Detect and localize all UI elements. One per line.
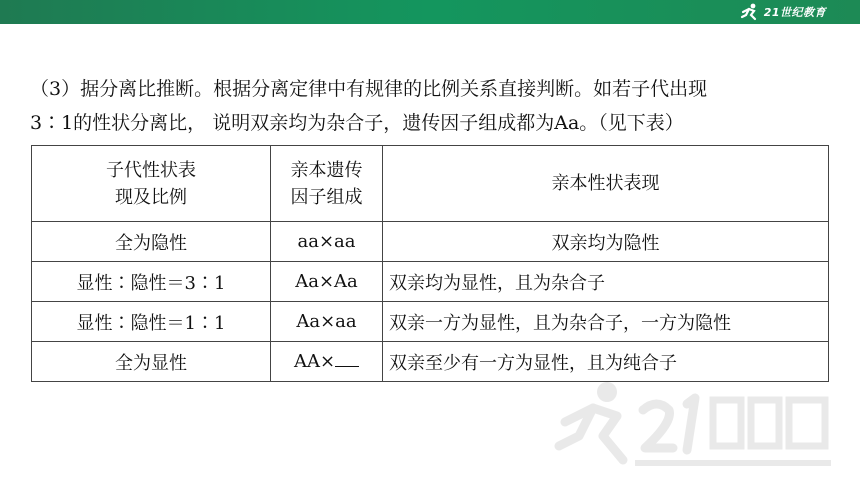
- brand-logo-text: 21世纪教育: [763, 6, 826, 19]
- header-offspring: [32, 146, 271, 222]
- running-figure-icon: [739, 3, 761, 21]
- table-row: [32, 302, 829, 342]
- header-offspring-line2: 现及比例: [115, 186, 187, 208]
- cell-genotype: aa×aa: [271, 222, 383, 262]
- genetics-table: [31, 145, 829, 382]
- header-phenotype: 亲本性状表现: [383, 146, 829, 222]
- top-banner: [0, 0, 860, 24]
- header-genotype-line1: 亲本遗传: [290, 159, 363, 181]
- cell-genotype-text: AA×: [293, 351, 336, 372]
- cell-genotype: Aa×Aa: [271, 262, 383, 302]
- table-row: [32, 262, 829, 302]
- cell-phenotype: 双亲至少有一方为显性，且为纯合子: [383, 342, 829, 382]
- cell-offspring: 显性∶隐性＝1∶1: [32, 302, 271, 342]
- cell-genotype: [271, 342, 383, 382]
- fill-in-blank: [335, 352, 359, 367]
- cell-offspring: 全为显性: [32, 342, 271, 382]
- header-offspring-line1: 子代性状表: [106, 159, 196, 181]
- cell-offspring: 显性∶隐性＝3∶1: [32, 262, 271, 302]
- intro-line-1: （3）据分离比推断。根据分离定律中有规律的比例关系直接判断。如若子代出现: [30, 78, 708, 100]
- table-row: [32, 222, 829, 262]
- logo-watermark-icon: [545, 370, 845, 475]
- intro-line-2: 3∶1的性状分离比， 说明双亲均为杂合子，遗传因子组成都为Aa。（见下表）: [30, 112, 684, 134]
- brand-logo: [739, 2, 826, 22]
- cell-phenotype: 双亲均为隐性: [383, 222, 829, 262]
- table-header-row: [32, 146, 829, 222]
- cell-offspring: 全为隐性: [32, 222, 271, 262]
- cell-phenotype: 双亲一方为显性，且为杂合子，一方为隐性: [383, 302, 829, 342]
- intro-paragraph: [30, 72, 830, 140]
- cell-phenotype: 双亲均为显性，且为杂合子: [383, 262, 829, 302]
- header-genotype: [271, 146, 383, 222]
- cell-genotype: Aa×aa: [271, 302, 383, 342]
- header-genotype-line2: 因子组成: [290, 186, 363, 208]
